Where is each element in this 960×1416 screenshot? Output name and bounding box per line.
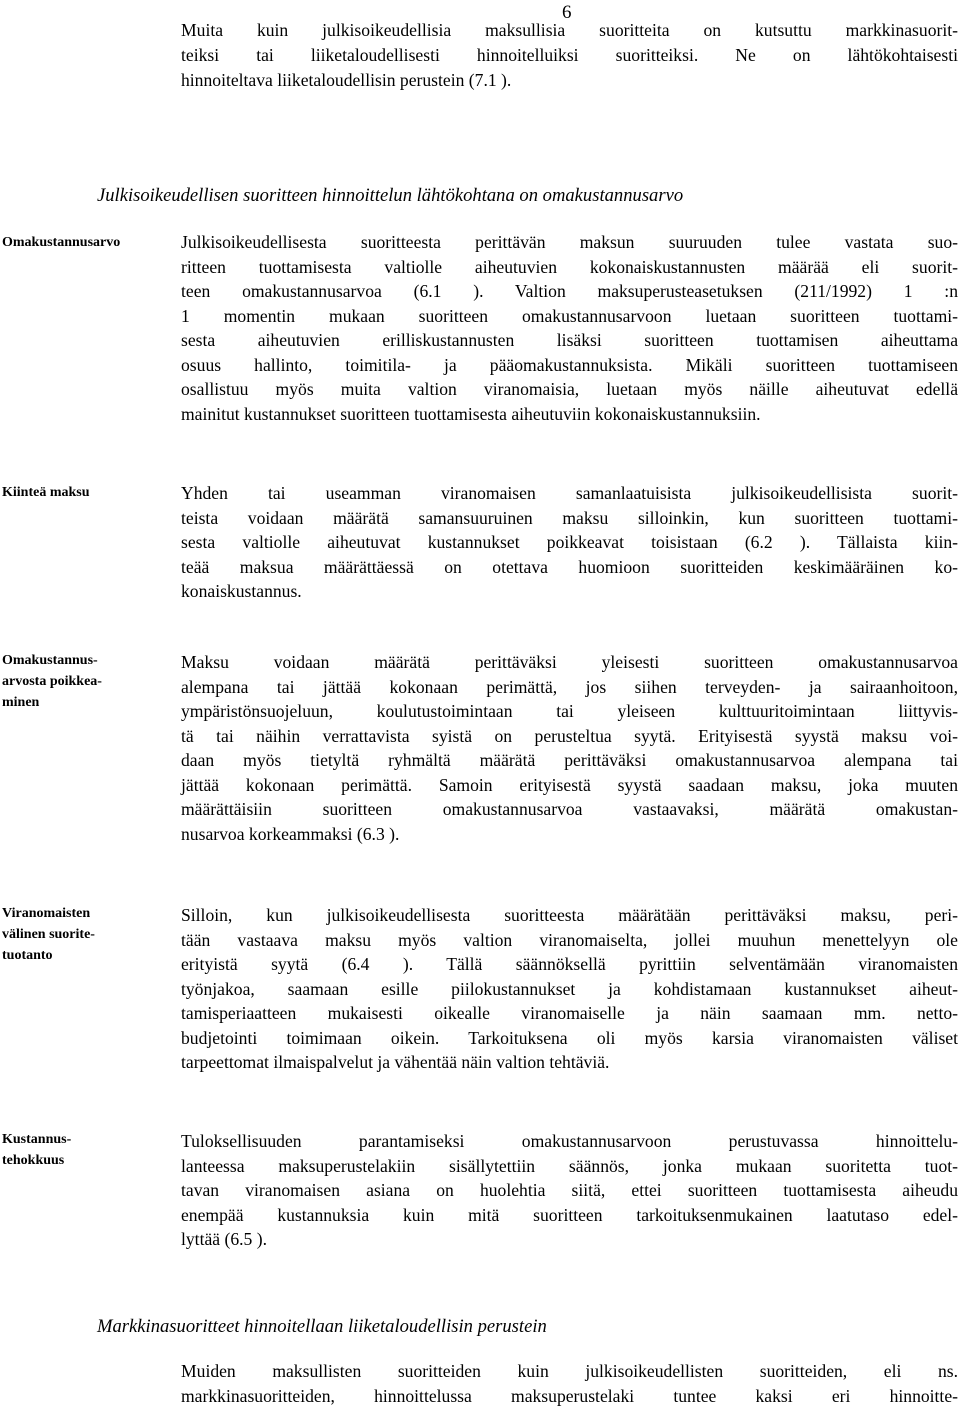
text-line: Silloin, kun julkisoikeudellisesta suoritteesta määrätään perittäväksi maksu, peri- <box>181 905 958 925</box>
margin-label-kustannustehokkuus <box>2 1129 167 1171</box>
margin-label-line: Omakustannusarvo <box>2 235 121 250</box>
text-line: tä tai näihin verrattavista syistä on perusteltua syytä. Erityisestä syystä maksu voi- <box>181 725 958 746</box>
text-line: osallistuu myös muita valtion viranomaisia, luetaan myös näille aiheutuvat edellä <box>181 379 958 399</box>
text-line: mainitut kustannukset suoritteen tuottamisesta aiheutuviin kokonaiskustannuksiin. <box>181 403 761 424</box>
paragraph-kustannustehokkuus <box>181 1129 958 1252</box>
text-line: tään vastaava maksu myös valtion viranomaiselta, jollei muuhun menettelyyn ole <box>181 929 958 950</box>
paragraph-poikkeaminen <box>181 650 958 846</box>
intro-paragraph <box>181 18 958 93</box>
text-line: budjetointi toimimaan oikein. Tarkoituksena oli myös karsia viranomaisten väliset <box>181 1027 958 1048</box>
margin-label-line: Viranomaisten <box>2 906 91 921</box>
text-line: alempana tai jättää kokonaan perimättä, jos siihen terveyden- ja sairaanhoitoon, <box>181 676 958 697</box>
text-line: lanteessa maksuperustelakiin sisällytettiin säännös, jonka mukaan suoritetta tuot- <box>181 1155 958 1176</box>
text-line: ympäristönsuojeluun, koulutustoimintaan tai yleiseen kulttuuritoimintaan liittyvis- <box>181 701 958 721</box>
paragraph-suoritetuotanto <box>181 903 958 1075</box>
margin-label-suoritetuotanto <box>2 903 167 966</box>
text-line: osuus hallinto, toimitila- ja pääomakustannuksista. Mikäli suoritteen tuottamiseen <box>181 354 958 375</box>
paragraph-kiintea-maksu <box>181 481 958 604</box>
text-line: hinnoiteltava liiketaloudellisin perustein (7.1 ). <box>181 70 512 90</box>
text-line: jättää kokonaan perimättä. Samoin erityisestä syystä saadaan maksu, joka muuten <box>181 774 958 795</box>
margin-label-kiintea-maksu <box>2 482 167 503</box>
section-heading: Julkisoikeudellisen suoritteen hinnoittelun lähtökohtana on omakustannusarvo <box>97 185 684 206</box>
margin-label-line: arvosta poikkea- <box>2 674 102 689</box>
text-line: Maksu voidaan määrätä perittäväksi yleisesti suoritteen omakustannusarvoa <box>181 652 958 672</box>
text-line: daan myös tietyltä ryhmältä määrätä perittäväksi omakustannusarvoa alempana tai <box>181 750 958 770</box>
text-line: Muiden maksullisten suoritteiden kuin julkisoikeudellisten suoritteiden, eli ns. <box>181 1361 958 1381</box>
text-line: ritteen tuottamisesta valtiolle aiheutuvien kokonaiskustannusten määrää eli suorit- <box>181 256 958 277</box>
margin-label-line: tehokkuus <box>2 1153 65 1168</box>
text-line: erityistä syytä (6.4 ). Tällä säännöksellä pyrittiin selventämään viranomaisten <box>181 954 958 974</box>
text-line: työnjakoa, saamaan esille piilokustannukset ja kohdistamaan kustannukset aiheut- <box>181 978 958 999</box>
margin-label-line: Kiinteä maksu <box>2 485 90 500</box>
text-line: teen omakustannusarvoa (6.1 ). Valtion maksuperusteasetuksen (211/1992) 1 :n <box>181 281 958 301</box>
text-line: tavan viranomaisen asiana on huolehtia siitä, ettei suoritteen tuottamisesta aiheudu <box>181 1180 958 1200</box>
text-line: enempää kustannuksia kuin mitä suoritteen tarkoituksenmukainen laatutaso edel- <box>181 1204 958 1225</box>
text-line: Julkisoikeudellisesta suoritteesta perittävän maksun suuruuden tulee vastata suo- <box>181 232 958 252</box>
text-line: tarpeettomat ilmaispalvelut ja vähentää näin valtion tehtäviä. <box>181 1052 610 1072</box>
text-line: Tuloksellisuuden parantamiseksi omakustannusarvoon perustuvassa hinnoittelu- <box>181 1131 958 1151</box>
margin-label-line: Omakustannus- <box>2 653 98 668</box>
margin-label-line: Kustannus- <box>2 1132 72 1147</box>
text-line: Muita kuin julkisoikeudellisia maksullisia suoritteita on kutsuttu markkinasuorit- <box>181 20 958 40</box>
text-line: teää maksua määrättäessä on otettava huomioon suoritteiden keskimääräinen ko- <box>181 556 958 577</box>
paragraph-omakustannusarvo <box>181 230 958 426</box>
text-line: määrättäisiin suoritteen omakustannusarvoa vastaavaksi, määrätä omakustan- <box>181 799 958 819</box>
margin-label-line: välinen suorite- <box>2 927 95 942</box>
margin-label-line: tuotanto <box>2 948 53 963</box>
text-line: markkinasuoritteiden, hinnoittelussa maksuperustelaki tuntee kaksi eri hinnoitte- <box>181 1385 958 1406</box>
page-number: 6 <box>562 2 572 23</box>
final-paragraph <box>181 1359 958 1408</box>
margin-label-omakustannusarvo <box>2 232 167 253</box>
text-line: nusarvoa korkeammaksi (6.3 ). <box>181 823 400 844</box>
text-line: sesta valtiolle aiheutuvat kustannukset poikkeavat toisistaan (6.2 ). Tällaista kiin- <box>181 532 958 552</box>
text-line: lyttää (6.5 ). <box>181 1229 267 1249</box>
text-line: konaiskustannus. <box>181 581 302 601</box>
margin-label-line: minen <box>2 695 40 710</box>
text-line: teiksi tai liiketaloudellisesti hinnoitelluiksi suoritteiksi. Ne on lähtökohtaisesti <box>181 45 958 65</box>
text-line: sesta aiheutuvien erilliskustannusten lisäksi suoritteen tuottamisen aiheuttama <box>181 330 958 350</box>
text-line: Yhden tai useamman viranomaisen samanlaatuisista julkisoikeudellisista suorit- <box>181 483 958 503</box>
text-line: teista voidaan määrätä samansuuruinen maksu silloinkin, kun suoritteen tuottami- <box>181 507 958 528</box>
text-line: tamisperiaatteen mukaisesti oikealle viranomaiselle ja näin saamaan mm. netto- <box>181 1003 958 1023</box>
margin-label-poikkeaminen <box>2 650 167 713</box>
text-line: 1 momentin mukaan suoritteen omakustannusarvoon luetaan suoritteen tuottami- <box>181 305 958 326</box>
section-heading: Markkinasuoritteet hinnoitellaan liiketaloudellisin perustein <box>97 1316 547 1337</box>
